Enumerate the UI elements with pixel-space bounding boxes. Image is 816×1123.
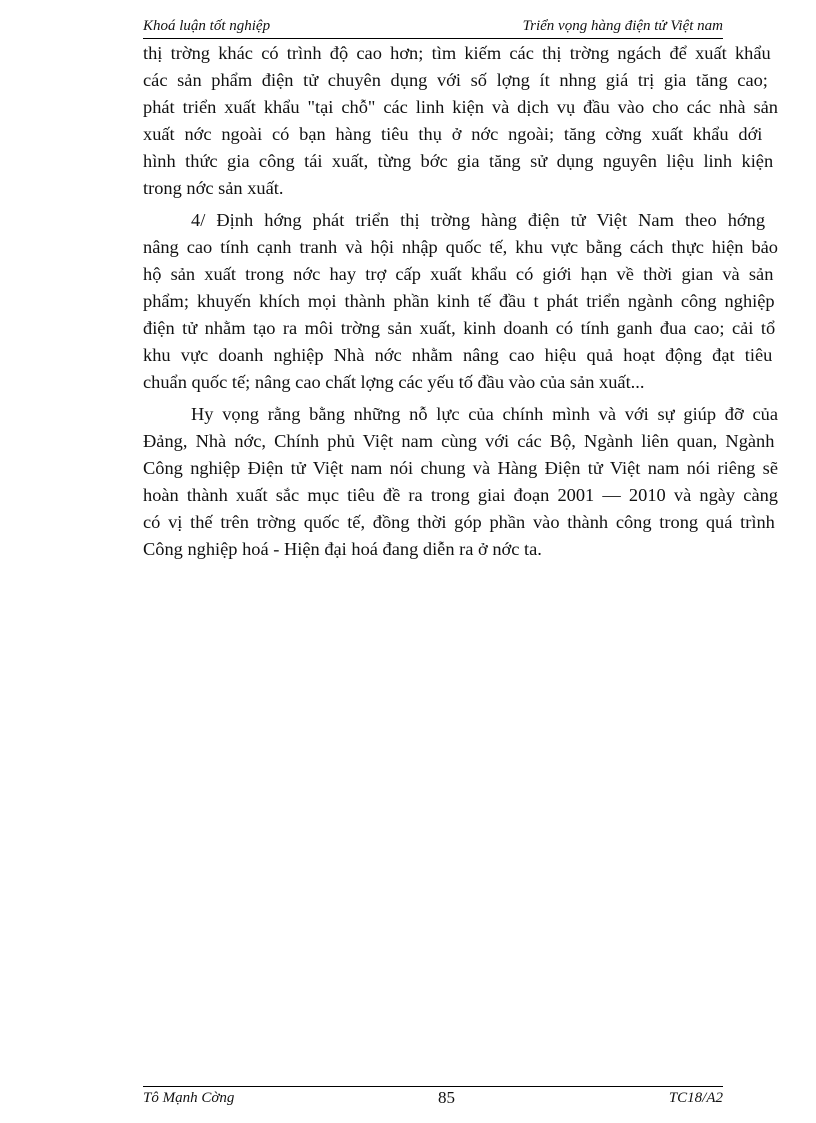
page-footer (143, 1086, 723, 1109)
text-line: xuất nớc ngoài có bạn hàng tiêu thụ ở nớc ngoài; tăng cờng xuất khẩu dới (143, 124, 763, 144)
text-line: điện tử nhằm tạo ra môi trờng sản xuất, kinh doanh có tính ganh đua cao; cải tổ (143, 318, 776, 338)
text-line: trong nớc sản xuất. (143, 178, 284, 198)
text-line: thị trờng khác có trình độ cao hơn; tìm kiếm các thị trờng ngách để xuất khẩu (143, 43, 771, 63)
text-line: hoàn thành xuất sắc mục tiêu đề ra trong giai đoạn 2001 — 2010 và ngày càng (143, 485, 778, 505)
text-line: phát triển xuất khẩu "tại chỗ" các linh kiện và dịch vụ đầu vào cho các nhà sản (143, 97, 778, 117)
text-line: nâng cao tính cạnh tranh và hội nhập quốc tế, khu vực bằng cách thực hiện bảo (143, 237, 778, 257)
text-line: có vị thế trên trờng quốc tế, đồng thời góp phần vào thành công trong quá trình (143, 512, 775, 532)
text-line: hình thức gia công tái xuất, từng bớc gia tăng sử dụng nguyên liệu linh kiện (143, 151, 774, 171)
paragraph-2 (143, 207, 778, 396)
paragraph-1 (143, 40, 778, 202)
text-line: Đảng, Nhà nớc, Chính phủ Việt nam cùng với các Bộ, Ngành liên quan, Ngành (143, 431, 775, 451)
text-line: các sản phẩm điện tử chuyên dụng với số lợng ít nhng giá trị gia tăng cao; (143, 70, 768, 90)
footer-author: Tô Mạnh Cờng (143, 1090, 235, 1106)
text-line: phẩm; khuyến khích mọi thành phần kinh tế đầu t phát triển ngành công nghiệp (143, 291, 775, 311)
footer-class-code: TC18/A2 (668, 1090, 723, 1106)
header-thesis-label: Khoá luận tốt nghiệp (143, 18, 271, 34)
text-line: Công nghiệp hoá - Hiện đại hoá đang diễn ra ở nớc ta. (143, 539, 542, 559)
text-line: Công nghiệp Điện tử Việt nam nói chung và Hàng Điện tử Việt nam nói riêng sẽ (143, 458, 778, 478)
text-line: chuẩn quốc tế; nâng cao chất lợng các yếu tố đầu vào của sản xuất... (143, 372, 645, 392)
text-line: 4/ Định hớng phát triển thị trờng hàng điện tử Việt Nam theo hớng (191, 210, 766, 230)
footer-page-number: 85 (438, 1088, 455, 1107)
text-line: hộ sản xuất trong nớc hay trợ cấp xuất khẩu có giới hạn về thời gian và sản (143, 264, 774, 284)
text-line: Hy vọng rằng bằng những nỗ lực của chính mình và với sự giúp đỡ của (191, 404, 778, 424)
document-body (143, 40, 778, 563)
page-header (143, 18, 723, 39)
header-topic-title: Triển vọng hàng điện tử Việt nam (522, 18, 723, 34)
text-line: khu vực doanh nghiệp Nhà nớc nhằm nâng cao hiệu quả hoạt động đạt tiêu (143, 345, 773, 365)
paragraph-3 (143, 401, 778, 563)
